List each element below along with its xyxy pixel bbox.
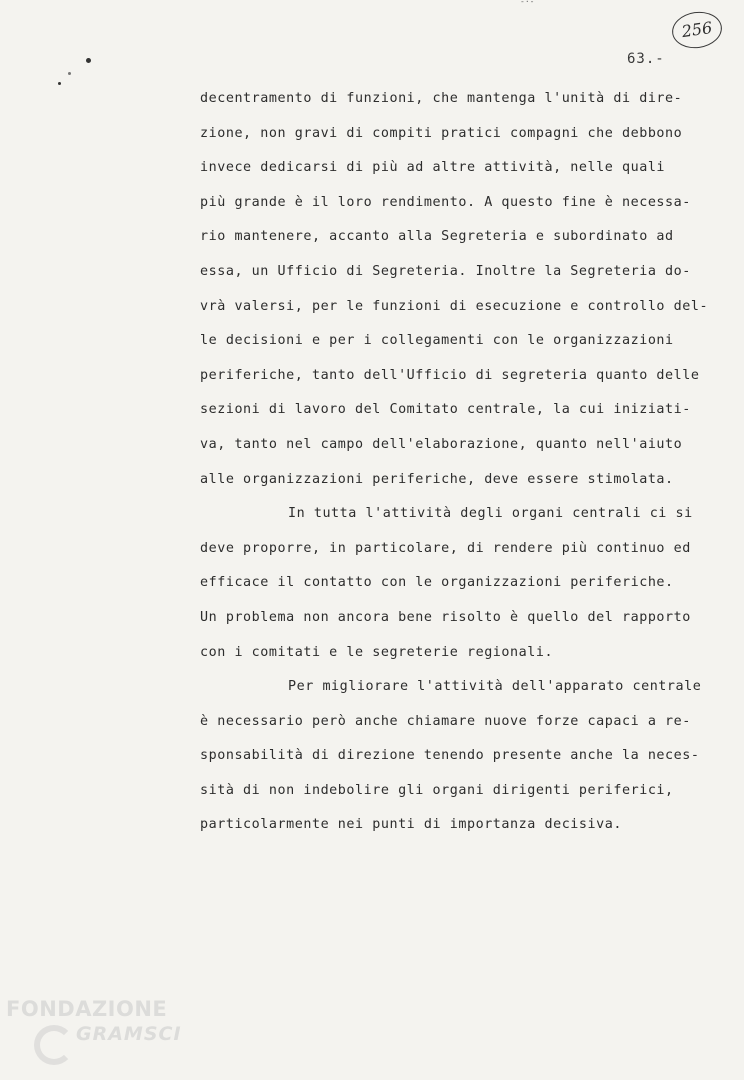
text-line: rio mantenere, accanto alla Segreteria e subordinato ad: [200, 229, 674, 245]
text-line: deve proporre, in particolare, di rendere più continuo ed: [200, 540, 691, 556]
text-line: va, tanto nel campo dell'elaborazione, quanto nell'aiuto: [200, 436, 683, 452]
text-line: con i comitati e le segreterie regionali.: [200, 644, 554, 660]
margin-ink-dot: [68, 72, 71, 75]
text-line: sponsabilità di direzione tenendo presente anche la neces-: [200, 748, 700, 764]
text-line: le decisioni e per i collegamenti con le organizzazioni: [200, 333, 674, 349]
margin-ink-dot: [86, 58, 91, 63]
text-line: sità di non indebolire gli organi dirigenti periferici,: [200, 782, 674, 798]
text-line: particolarmente nei punti di importanza decisiva.: [200, 817, 622, 833]
text-line: essa, un Ufficio di Segreteria. Inoltre la Segreteria do-: [200, 263, 691, 279]
text-line: periferiche, tanto dell'Ufficio di segreteria quanto delle: [200, 367, 700, 383]
text-line: efficace il contatto con le organizzazioni periferiche.: [200, 575, 674, 591]
text-line: Un problema non ancora bene risolto è quello del rapporto: [200, 609, 691, 625]
archive-number-stamp: 256: [670, 9, 725, 52]
text-line: alle organizzazioni periferiche, deve essere stimolata.: [200, 471, 674, 487]
watermark-line-2: GRAMSCI: [76, 1023, 182, 1045]
text-line-indented: In tutta l'attività degli organi centrali ci si: [288, 506, 693, 522]
page-number: 63.-: [627, 51, 665, 67]
text-line: vrà valersi, per le funzioni di esecuzione e controllo del-: [200, 298, 709, 314]
typed-text-body: [200, 82, 730, 843]
text-line: zione, non gravi di compiti pratici compagni che debbono: [200, 125, 683, 141]
top-ink-mark: -·-: [520, 0, 535, 6]
text-line: invece dedicarsi di più ad altre attività, nelle quali: [200, 160, 666, 176]
text-line: è necessario però anche chiamare nuove forze capaci a re-: [200, 713, 691, 729]
margin-ink-dot: [58, 82, 61, 85]
watermark-logo-icon: [34, 1025, 74, 1065]
fondazione-gramsci-watermark: [0, 995, 200, 1075]
text-line-indented: Per migliorare l'attività dell'apparato centrale: [288, 679, 702, 695]
text-line: sezioni di lavoro del Comitato centrale, la cui iniziati-: [200, 402, 691, 418]
text-line: più grande è il loro rendimento. A questo fine è necessa-: [200, 194, 691, 210]
watermark-line-1: FONDAZIONE: [6, 997, 168, 1021]
text-line: decentramento di funzioni, che mantenga l'unità di dire-: [200, 91, 683, 106]
